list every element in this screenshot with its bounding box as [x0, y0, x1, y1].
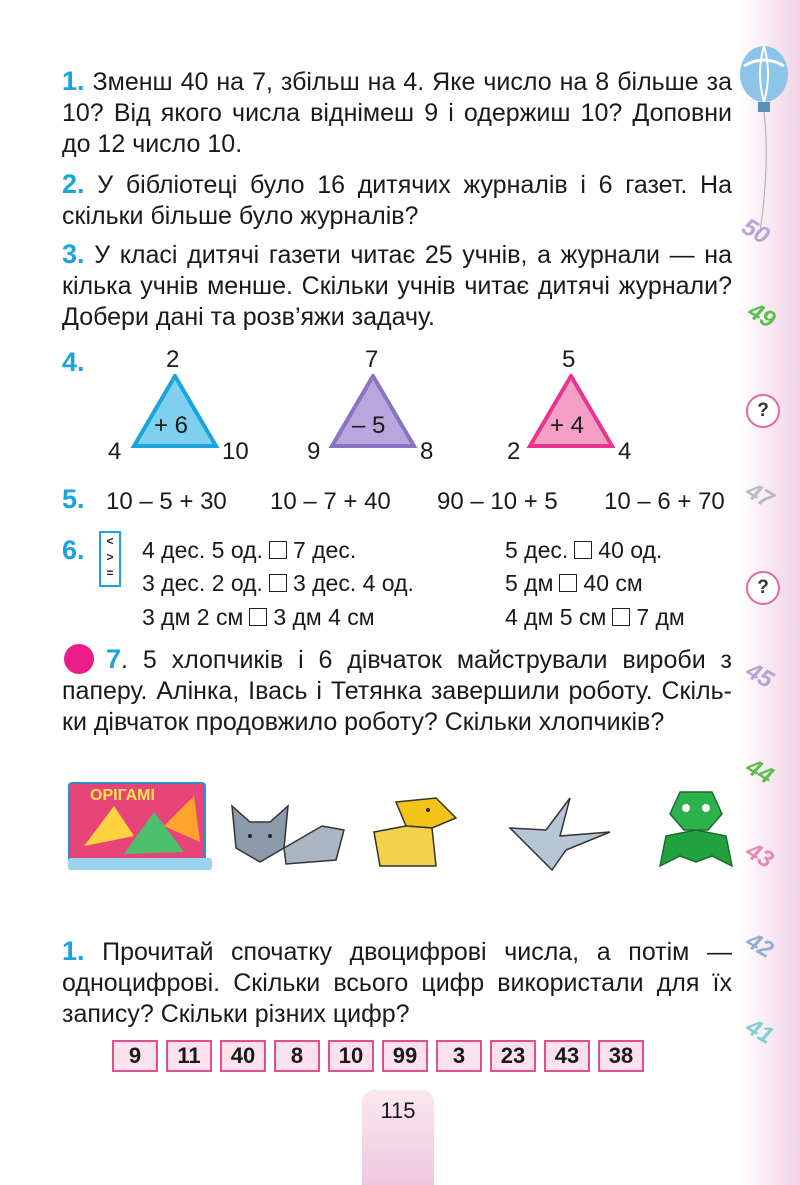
side-tab-50: 50 — [737, 213, 774, 250]
origami-dog-icon — [366, 792, 466, 872]
side-tab-question: ? — [746, 571, 780, 605]
number-cards — [112, 1040, 652, 1072]
expression: 10 – 5 + 30 — [106, 488, 227, 515]
task-text: У бібліотеці було 16 дитячих журналів і 6 газет. На скільки більше було журналів? — [62, 171, 732, 230]
expression: 10 – 7 + 40 — [270, 488, 391, 515]
task-2 — [62, 169, 732, 232]
number-card: 8 — [274, 1040, 320, 1072]
triangle-operation: – 5 — [352, 412, 386, 439]
answer-box[interactable] — [269, 541, 287, 559]
answer-box[interactable] — [612, 608, 630, 626]
triangle-right-value: 8 — [420, 438, 434, 465]
task-3 — [62, 239, 732, 333]
side-tab-question: ? — [746, 394, 780, 428]
triangle-left-value: 2 — [507, 438, 521, 465]
task-text: У класі дитячі газети читає 25 учнів, а журнали — на кілька учнів менше. Скільки учнів читає дитячі журнали? Добери дані та розв’яжи задачу. — [62, 241, 733, 331]
comparison: 3 дес. 2 од. 3 дес. 4 од. — [142, 570, 414, 596]
comparison: 4 дес. 5 од. 7 дес. — [142, 537, 357, 563]
task-number: 7 — [106, 644, 122, 674]
task-7 — [62, 644, 732, 738]
side-tab-41: 41 — [741, 1013, 778, 1050]
task-final — [62, 936, 732, 1030]
number-card: 38 — [598, 1040, 644, 1072]
task-number: 5. — [62, 484, 85, 514]
triangle-left-value: 9 — [307, 438, 321, 465]
task-text: Прочитай спочатку двоцифрові числа, а потім — одноцифрові. Скільки всього цифр використали для їх запису? Скільки різних цифр? — [62, 938, 732, 1028]
task-number: 4. — [62, 347, 85, 377]
sign-equal: = — [106, 566, 114, 580]
expression: 10 – 6 + 70 — [604, 488, 725, 515]
origami-book-icon — [64, 776, 214, 876]
page-number: 115 — [362, 1090, 434, 1185]
number-card: 9 — [112, 1040, 158, 1072]
triangle-right-value: 10 — [222, 438, 249, 465]
task-number: 3. — [62, 239, 85, 269]
number-card: 3 — [436, 1040, 482, 1072]
origami-bird-icon — [506, 792, 616, 872]
side-tab-43: 43 — [741, 837, 778, 874]
sign-less: < — [106, 534, 114, 548]
comparison: 5 дм 40 см — [505, 570, 643, 596]
triangle-operation: + 4 — [550, 412, 585, 439]
triangle-top-value: 2 — [166, 346, 180, 373]
task-number: 6. — [62, 535, 85, 565]
triangle-top-value: 7 — [365, 346, 379, 373]
side-tab-44: 44 — [741, 753, 778, 790]
sign-greater: > — [106, 550, 114, 564]
book-title: ОРІГАМІ — [90, 787, 155, 804]
number-card: 10 — [328, 1040, 374, 1072]
number-card: 11 — [166, 1040, 212, 1072]
side-tab-45: 45 — [741, 657, 778, 694]
expression: 90 – 10 + 5 — [437, 488, 558, 515]
answer-box[interactable] — [559, 574, 577, 592]
number-card: 40 — [220, 1040, 266, 1072]
origami-cat-icon — [226, 800, 351, 870]
task-1 — [62, 66, 732, 160]
answer-box[interactable] — [249, 608, 267, 626]
triangle-top-value: 5 — [562, 346, 576, 373]
task-text: . 5 хлопчиків і 6 дівчаток майстрували вироби з паперу. Алінка, Івась і Тетянка завершили роботу. Скіль-ки дівчаток продовжило роботу? Скільки хлопчиків? — [62, 646, 732, 736]
side-tab-47: 47 — [741, 477, 778, 514]
answer-box[interactable] — [269, 574, 287, 592]
comparison: 5 дес. 40 од. — [505, 537, 663, 563]
side-tab-49: 49 — [743, 297, 780, 334]
side-tab-42: 42 — [741, 927, 778, 964]
comparison-signs — [99, 531, 121, 587]
answer-box[interactable] — [574, 541, 592, 559]
comparison: 4 дм 5 см 7 дм — [505, 604, 685, 630]
number-card: 43 — [544, 1040, 590, 1072]
triangle-operation: + 6 — [154, 412, 189, 439]
task-number: 1. — [62, 936, 85, 966]
number-card: 23 — [490, 1040, 536, 1072]
task-text: Зменш 40 на 7, збільш на 4. Яке число на 8 більше за 10? Від якого числа віднімеш 9 і одержиш 10? Доповни до 12 число 10. — [62, 68, 732, 158]
triangle-right-value: 4 — [618, 438, 632, 465]
number-card: 99 — [382, 1040, 428, 1072]
triangle-left-value: 4 — [108, 438, 122, 465]
comparison: 3 дм 2 см 3 дм 4 см — [142, 604, 375, 630]
task-number: 1. — [62, 66, 85, 96]
task-number: 2. — [62, 169, 85, 199]
origami-frog-icon — [656, 786, 736, 872]
balloon-icon — [734, 44, 794, 234]
